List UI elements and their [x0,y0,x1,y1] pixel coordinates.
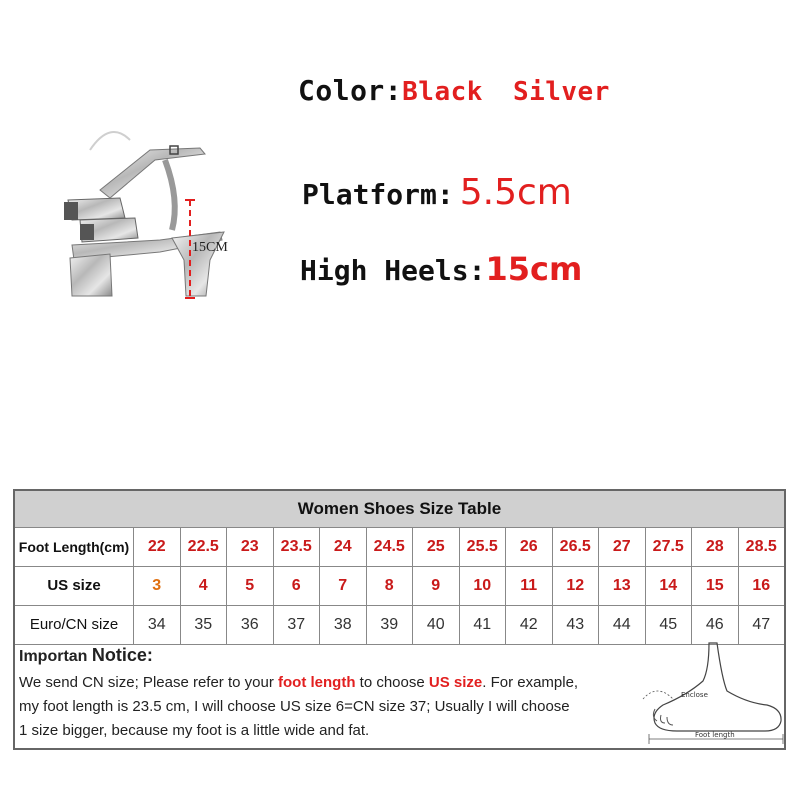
heels-spec-label: High Heels: [300,254,486,287]
table-cell: 27 [598,528,645,566]
table-cell: 4 [180,567,227,605]
heels-value: 15cm [485,250,583,288]
highlight-foot-length: foot length [278,674,356,691]
table-cell: 26 [505,528,552,566]
notice-line-3: 1 size bigger, because my foot is a little wide and fat. [19,722,370,739]
enclose-label: Enclose [681,691,708,699]
color-spec-label: Color: [298,74,403,107]
notice-line-1 [19,671,639,695]
table-cell: 12 [552,567,599,605]
table-cell: 5 [226,567,273,605]
table-row-foot-length [15,528,784,567]
table-row-us-size [15,567,784,606]
table-cell: 25.5 [459,528,506,566]
color-value-black: Black [402,77,483,107]
notice-line-1a: We send CN size; Please refer to your [19,674,278,691]
table-cell: 14 [645,567,692,605]
table-cell: 45 [645,606,692,644]
heels-spec [300,250,582,288]
table-cell: 7 [319,567,366,605]
size-grid [15,528,784,645]
table-cell: 26.5 [552,528,599,566]
notice-title [19,643,639,669]
highlight-us-size: US size [428,674,483,691]
table-cell: 43 [552,606,599,644]
notice-title-prefix: Importan [19,648,92,665]
table-cell: 9 [412,567,459,605]
table-cell: 13 [598,567,645,605]
notice-text [19,643,639,743]
table-cell: 24 [319,528,366,566]
table-cell: 16 [738,567,785,605]
heel-measure-label: 15CM [192,240,228,255]
table-cell: 3 [133,567,180,605]
row-label: Euro/CN size [29,616,119,633]
table-cell: 37 [273,606,320,644]
table-cell: 23 [226,528,273,566]
table-cell: 28.5 [738,528,785,566]
table-cell: 22.5 [180,528,227,566]
table-cell: 24.5 [366,528,413,566]
row-label: Foot Length(cm) [18,539,130,555]
size-table [13,489,786,750]
table-cell: 11 [505,567,552,605]
foot-length-label: Foot length [695,731,735,739]
table-cell: 10 [459,567,506,605]
table-cell: 47 [738,606,785,644]
notice-title-strong: Notice: [91,645,153,665]
table-cell: 46 [691,606,738,644]
platform-spec-label: Platform: [302,178,454,211]
table-cell: 42 [505,606,552,644]
table-cell: 6 [273,567,320,605]
platform-spec [302,172,572,213]
foot-measure-diagram [637,639,787,747]
color-value-silver: Silver [512,77,610,107]
table-cell: 23.5 [273,528,320,566]
table-cell: 8 [366,567,413,605]
platform-value: 5.5cm [459,172,572,213]
table-cell: 28 [691,528,738,566]
table-cell: 25 [412,528,459,566]
table-cell: 36 [226,606,273,644]
table-cell: 27.5 [645,528,692,566]
table-cell: 34 [133,606,180,644]
table-cell: 39 [366,606,413,644]
table-cell: 41 [459,606,506,644]
notice-line-2: my foot length is 23.5 cm, I will choose US size 6=CN size 37; Usually I will choose [19,698,570,715]
notice-line-1b: to choose [355,674,429,691]
size-table-title: Women Shoes Size Table [15,491,784,528]
table-cell: 35 [180,606,227,644]
table-cell: 40 [412,606,459,644]
table-cell: 44 [598,606,645,644]
row-label: US size [47,577,101,594]
notice-line-1c: . For example, [482,674,579,691]
table-cell: 22 [133,528,180,566]
color-spec [298,74,610,107]
table-cell: 15 [691,567,738,605]
table-cell: 38 [319,606,366,644]
shoe-image [60,120,250,310]
